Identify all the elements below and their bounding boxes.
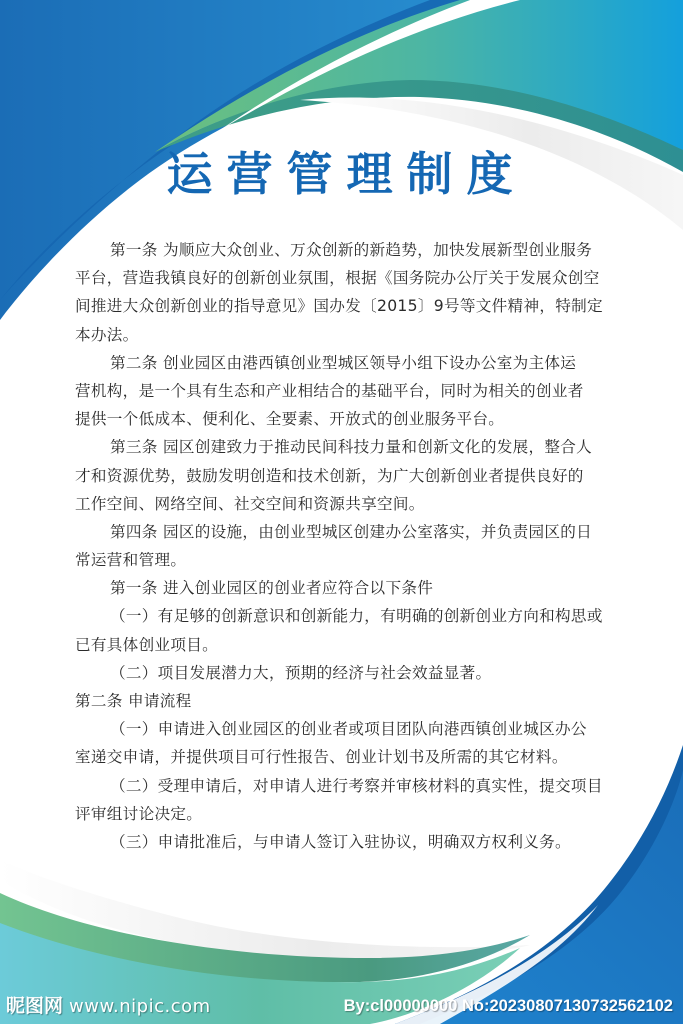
- body-line: （二）项目发展潜力大，预期的经济与社会效益显著。: [110, 663, 492, 682]
- body-line: （一）申请进入创业园区的创业者或项目团队向港西镇创业城区办公: [110, 720, 587, 739]
- body-line: 本办法。: [75, 325, 139, 344]
- watermark-id: By:cl00000000 No:20230807130732562102: [343, 997, 673, 1015]
- body-line: 提供一个低成本、便利化、全要素、开放式的创业服务平台。: [75, 410, 505, 429]
- body-line: 第一条 进入创业园区的创业者应符合以下条件: [110, 579, 434, 598]
- body-line: 平台，营造我镇良好的创新创业氛围，根据《国务院办公厅关于发展众创空: [75, 269, 600, 288]
- body-line: 第四条 园区的设施，由创业型城区创建办公室落实，并负责园区的日: [110, 522, 593, 541]
- body-line: 营机构，是一个具有生态和产业相结合的基础平台，同时为相关的创业者: [75, 381, 584, 400]
- body-line: 室递交申请，并提供项目可行性报告、创业计划书及所需的其它材料。: [75, 748, 568, 767]
- watermark-url: www.nipic.com: [69, 996, 211, 1017]
- watermark-site: [6, 994, 211, 1019]
- body-line: 第三条 园区创建致力于推动民间科技力量和创新文化的发展，整合人: [110, 438, 593, 457]
- page-title: 运营管理制度: [166, 147, 527, 201]
- body-line: （二）受理申请后，对申请人进行考察并审核材料的真实性，提交项目: [110, 776, 603, 795]
- body-line: 间推进大众创新创业的指导意见》国办发〔2015〕9号等文件精神，特制定: [75, 297, 603, 316]
- body-line: （三）申请批准后，与申请人签订入驻协议，明确双方权利义务。: [110, 832, 571, 851]
- regulation-body-text: [75, 236, 615, 856]
- body-line: 工作空间、网络空间、社交空间和资源共享空间。: [75, 494, 425, 513]
- body-line: 第一条 为顺应大众创业、万众创新的新趋势，加快发展新型创业服务: [110, 241, 593, 259]
- body-line: 第二条 申请流程: [75, 692, 192, 710]
- body-line: （一）有足够的创新意识和创新能力，有明确的创新创业方向和构思或: [110, 607, 603, 626]
- body-line: 评审组讨论决定。: [75, 804, 203, 823]
- body-line: 第二条 创业园区由港西镇创业型城区领导小组下设办公室为主体运: [110, 353, 577, 372]
- body-line: 才和资源优势，鼓励发明创造和技术创新，为广大创新创业者提供良好的: [75, 466, 584, 485]
- body-line: 已有具体创业项目。: [75, 635, 219, 654]
- body-line: 常运营和管理。: [75, 551, 187, 570]
- watermark-logo-text: 昵图网: [6, 995, 64, 1017]
